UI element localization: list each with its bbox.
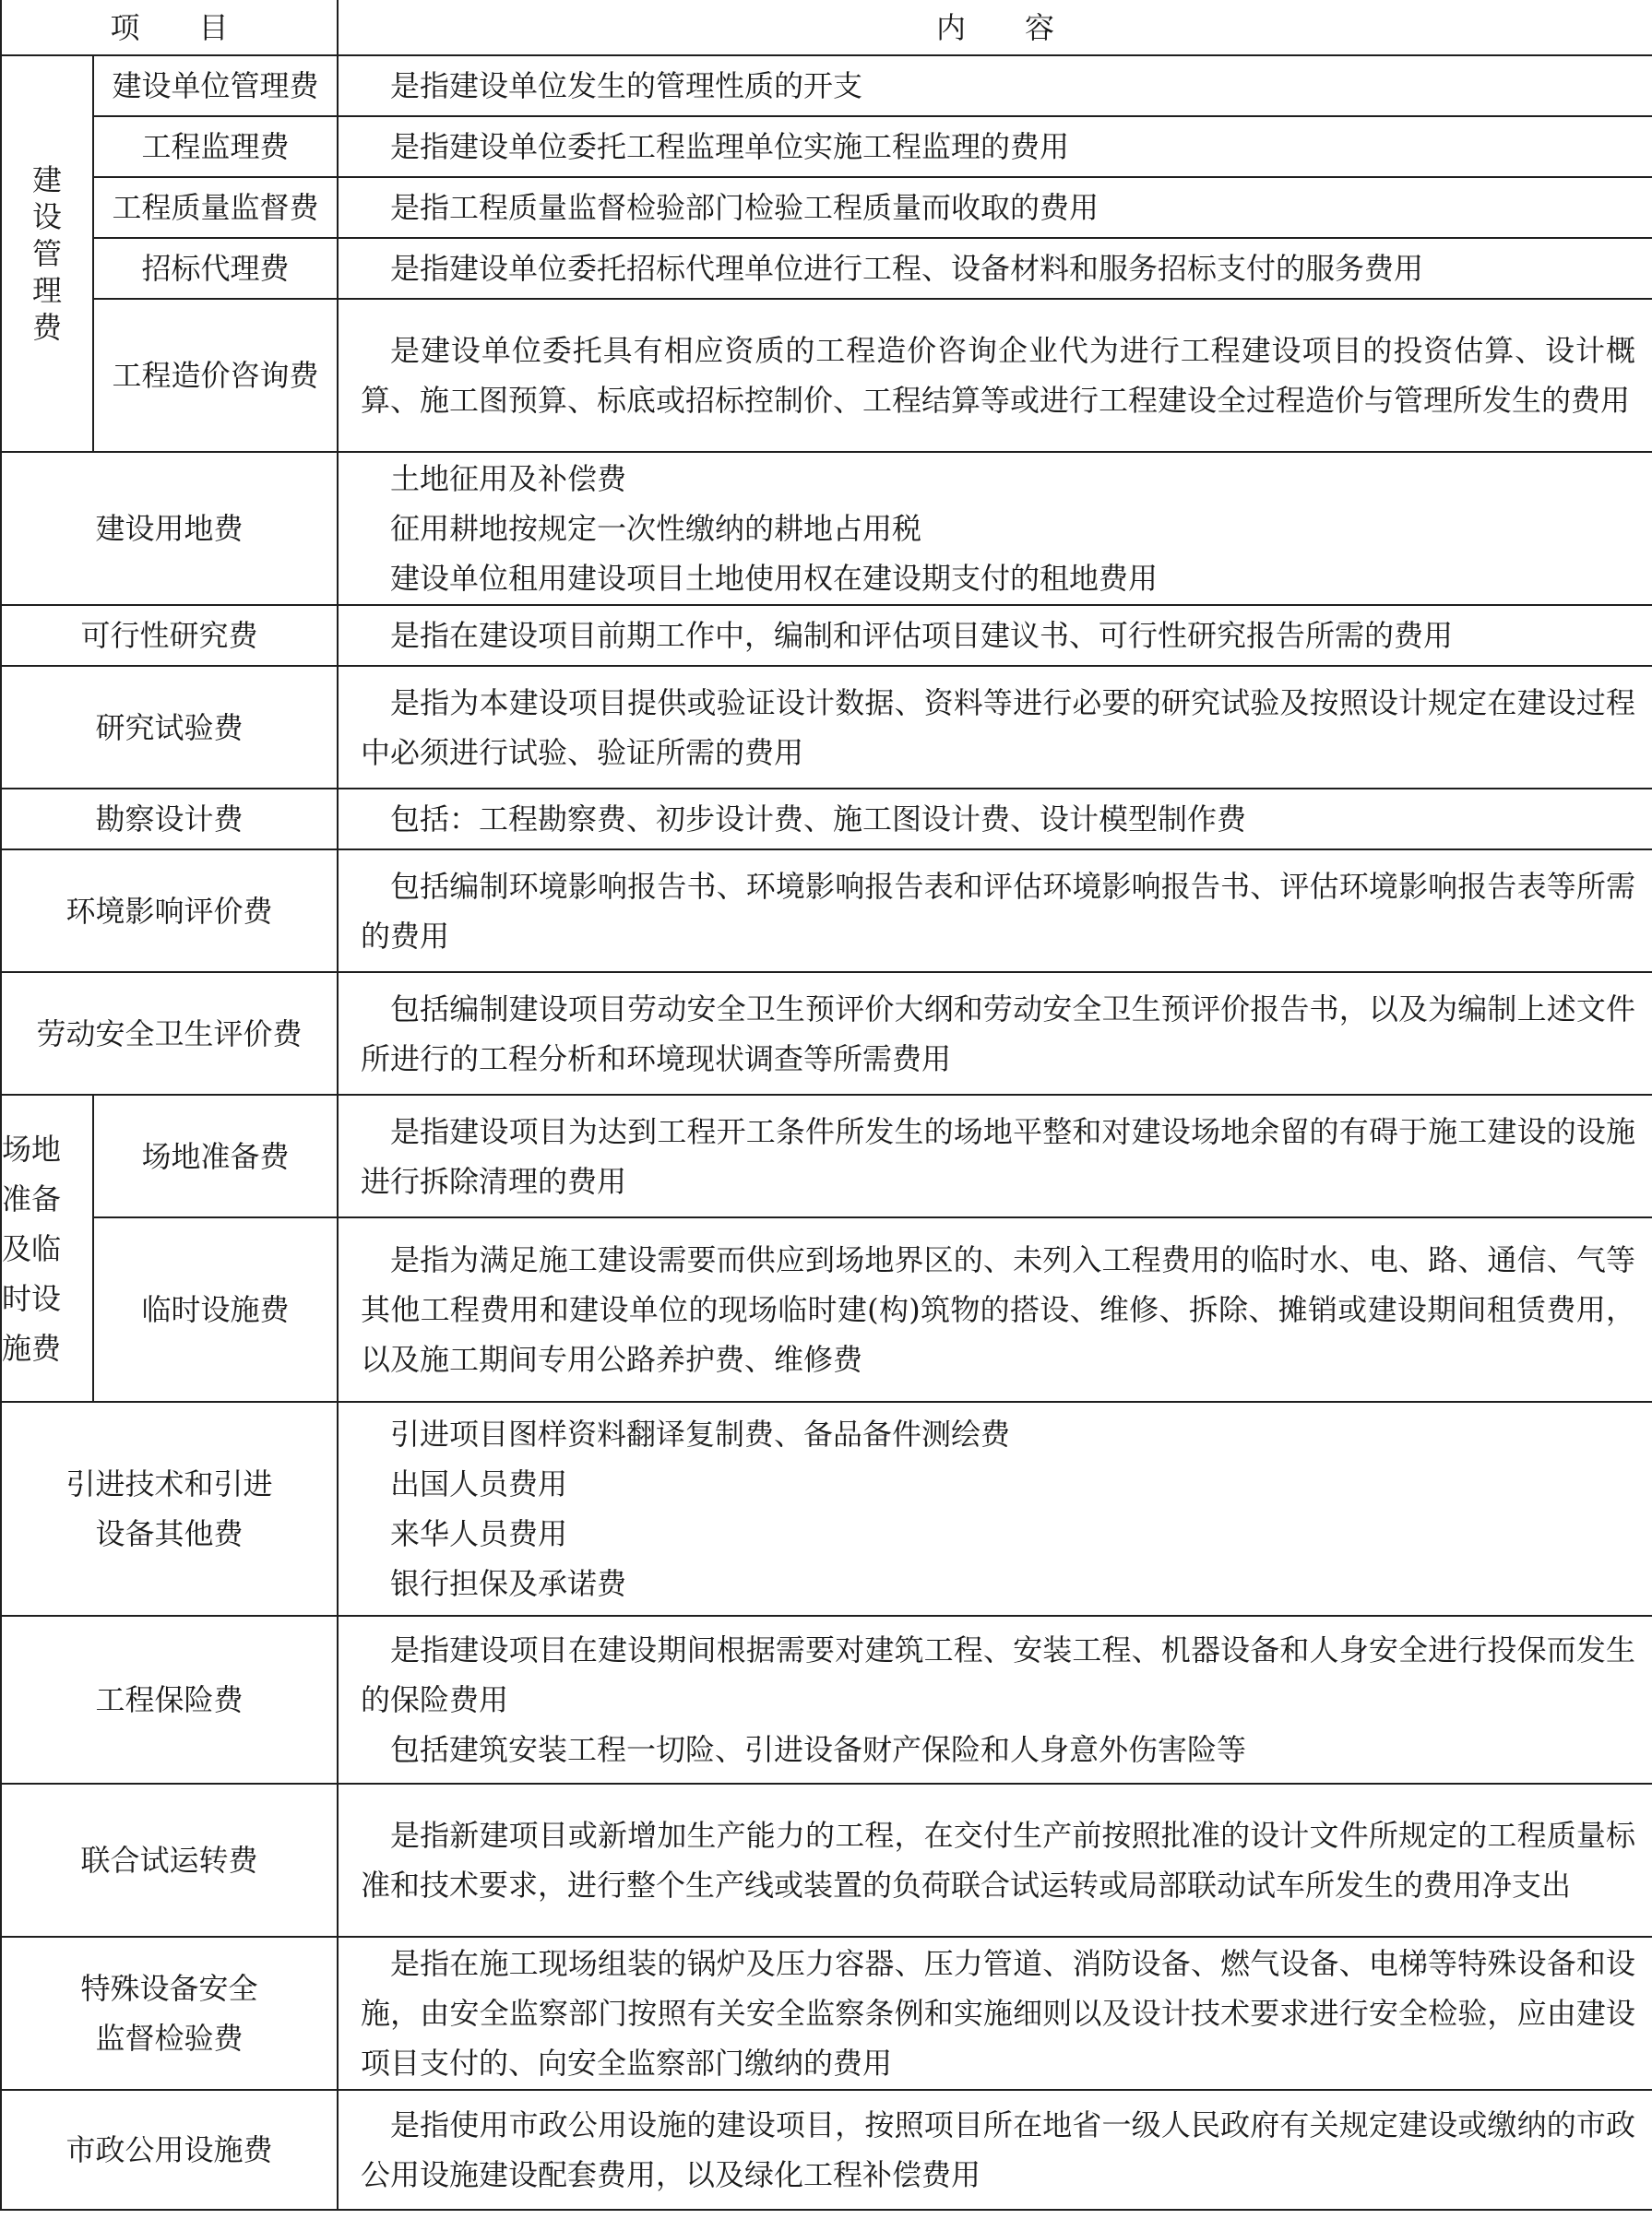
item-desc: 是指在建设项目前期工作中，编制和评估项目建议书、可行性研究报告所需的费用 (338, 605, 1652, 666)
item-desc: 引进项目图样资料翻译复制费、备品备件测绘费 出国人员费用 来华人员费用 银行担保及承诺费 (338, 1402, 1652, 1616)
table-row (1, 299, 1652, 452)
item-desc: 是指为本建设项目提供或验证设计数据、资料等进行必要的研究试验及按照设计规定在建设过程中必须进行试验、验证所需的费用 (338, 666, 1652, 789)
item-desc: 包括编制环境影响报告书、环境影响报告表和评估环境影响报告书、评估环境影响报告表等所需的费用 (338, 849, 1652, 972)
item-desc: 是指工程质量监督检验部门检验工程质量而收取的费用 (338, 177, 1652, 238)
item-name: 建设用地费 (1, 452, 338, 605)
item-name: 工程监理费 (93, 116, 338, 177)
item-desc: 是指为满足施工建设需要而供应到场地界区的、未列入工程费用的临时水、电、路、通信、气等其他工程费用和建设单位的现场临时建(构)筑物的搭设、维修、拆除、摊销或建设期间租赁费用，以及施工期间专用公路养护费、维修费 (338, 1217, 1652, 1402)
header-item: 项 目 (1, 0, 338, 55)
item-desc: 是指建设单位委托招标代理单位进行工程、设备材料和服务招标支付的服务费用 (338, 238, 1652, 299)
item-desc: 是指建设项目为达到工程开工条件所发生的场地平整和对建设场地余留的有碍于施工建设的设施进行拆除清理的费用 (338, 1095, 1652, 1217)
item-name: 研究试验费 (1, 666, 338, 789)
item-name: 场地准备费 (93, 1095, 338, 1217)
site-label: 场地 准备 及临 时设 施费 (1, 1095, 93, 1402)
item-name: 引进技术和引进 设备其他费 (1, 1402, 338, 1616)
item-name: 劳动安全卫生评价费 (1, 972, 338, 1095)
table-row (1, 972, 1652, 1095)
table-row (1, 789, 1652, 849)
item-desc: 是建设单位委托具有相应资质的工程造价咨询企业代为进行工程建设项目的投资估算、设计概算、施工图预算、标底或招标控制价、工程结算等或进行工程建设全过程造价与管理所发生的费用 (338, 299, 1652, 452)
table-row (1, 849, 1652, 972)
item-name: 工程质量监督费 (93, 177, 338, 238)
table-row (1, 1616, 1652, 1784)
item-name: 临时设施费 (93, 1217, 338, 1402)
item-desc: 包括：工程勘察费、初步设计费、施工图设计费、设计模型制作费 (338, 789, 1652, 849)
item-name: 特殊设备安全 监督检验费 (1, 1937, 338, 2090)
item-name: 联合试运转费 (1, 1784, 338, 1937)
table-row (1, 1402, 1652, 1616)
table-row (1, 1217, 1652, 1402)
item-desc: 是指使用市政公用设施的建设项目，按照项目所在地省一级人民政府有关规定建设或缴纳的市政公用设施建设配套费用，以及绿化工程补偿费用 (338, 2090, 1652, 2210)
table-row (1, 605, 1652, 666)
item-name: 环境影响评价费 (1, 849, 338, 972)
item-desc: 是指建设项目在建设期间根据需要对建筑工程、安装工程、机器设备和人身安全进行投保而发生的保险费用 包括建筑安装工程一切险、引进设备财产保险和人身意外伤害险等 (338, 1616, 1652, 1784)
item-name: 市政公用设施费 (1, 2090, 338, 2210)
table-row (1, 452, 1652, 605)
table-row (1, 666, 1652, 789)
item-name: 建设单位管理费 (93, 55, 338, 116)
header-content: 内 容 (338, 0, 1652, 55)
header-row (1, 0, 1652, 55)
item-desc: 是指在施工现场组装的锅炉及压力容器、压力管道、消防设备、燃气设备、电梯等特殊设备和设施，由安全监察部门按照有关安全监察条例和实施细则以及设计技术要求进行安全检验，应由建设项目支付的、向安全监察部门缴纳的费用 (338, 1937, 1652, 2090)
construction-management-label: 建 设 管 理 费 (1, 55, 93, 452)
item-name: 勘察设计费 (1, 789, 338, 849)
item-desc: 是指建设单位发生的管理性质的开支 (338, 55, 1652, 116)
table-row (1, 1095, 1652, 1217)
table-row (1, 1937, 1652, 2090)
item-desc: 是指新建项目或新增加生产能力的工程，在交付生产前按照批准的设计文件所规定的工程质量标准和技术要求，进行整个生产线或装置的负荷联合试运转或局部联动试车所发生的费用净支出 (338, 1784, 1652, 1937)
table-row (1, 55, 1652, 116)
item-desc: 土地征用及补偿费 征用耕地按规定一次性缴纳的耕地占用税 建设单位租用建设项目土地使用权在建设期支付的租地费用 (338, 452, 1652, 605)
item-name: 招标代理费 (93, 238, 338, 299)
item-desc: 是指建设单位委托工程监理单位实施工程监理的费用 (338, 116, 1652, 177)
item-name: 工程保险费 (1, 1616, 338, 1784)
table-row (1, 238, 1652, 299)
item-desc: 包括编制建设项目劳动安全卫生预评价大纲和劳动安全卫生预评价报告书，以及为编制上述文件所进行的工程分析和环境现状调查等所需费用 (338, 972, 1652, 1095)
table-row (1, 116, 1652, 177)
table-row (1, 2090, 1652, 2210)
item-name: 工程造价咨询费 (93, 299, 338, 452)
table-row (1, 1784, 1652, 1937)
item-name: 可行性研究费 (1, 605, 338, 666)
table-row (1, 177, 1652, 238)
